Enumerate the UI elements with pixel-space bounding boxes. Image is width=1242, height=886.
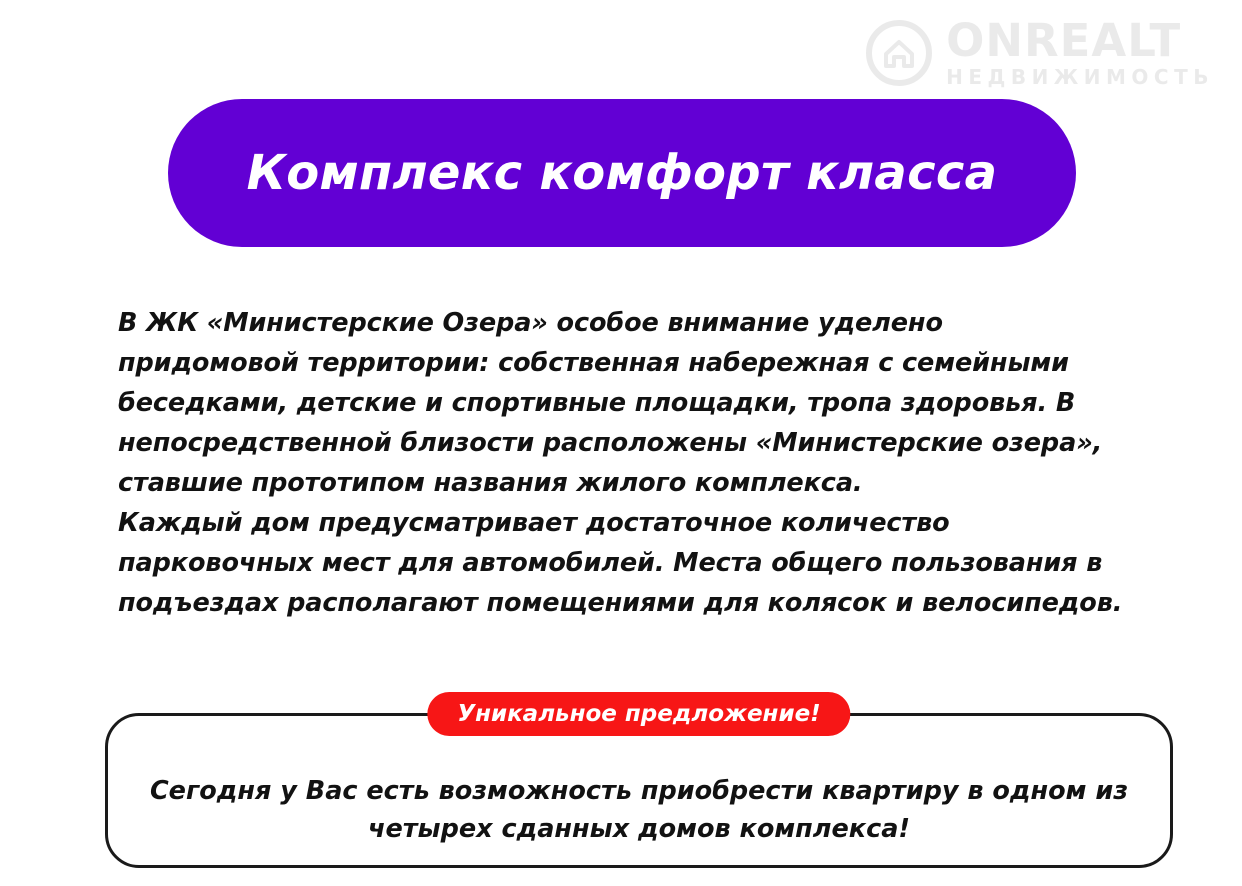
watermark-subtitle: НЕДВИЖИМОСТЬ — [946, 65, 1214, 89]
offer-badge — [427, 692, 850, 736]
offer-callout-box — [105, 701, 1173, 868]
headline-banner — [168, 99, 1076, 247]
onrealt-watermark — [866, 14, 1214, 89]
description-text — [118, 303, 1128, 623]
watermark-title: ONREALT — [946, 14, 1182, 67]
offer-badge-label: Уникальное предложение! — [457, 701, 821, 727]
headline-title: Комплекс комфорт класса — [246, 145, 998, 201]
description-paragraph-2: Каждый дом предусматривает достаточное количество парковочных мест для автомобилей. Места общего пользования в подъездах располагают помещениями для колясок и велосипедов. — [118, 508, 1123, 618]
offer-text: Сегодня у Вас есть возможность приобрести квартиру в одном из четырех сданных домов комплекса! — [149, 776, 1129, 844]
description-paragraph-1: В ЖК «Министерские Озера» особое внимание уделено придомовой территории: собственная набережная с семейными беседками, детские и спортивные площадки, тропа здоровья. В непосредственной близости расположены «Министерские озера», ставшие прототипом названия жилого комплекса. — [118, 308, 1103, 498]
watermark-text — [946, 14, 1214, 89]
house-circle-logo-icon — [866, 20, 932, 86]
